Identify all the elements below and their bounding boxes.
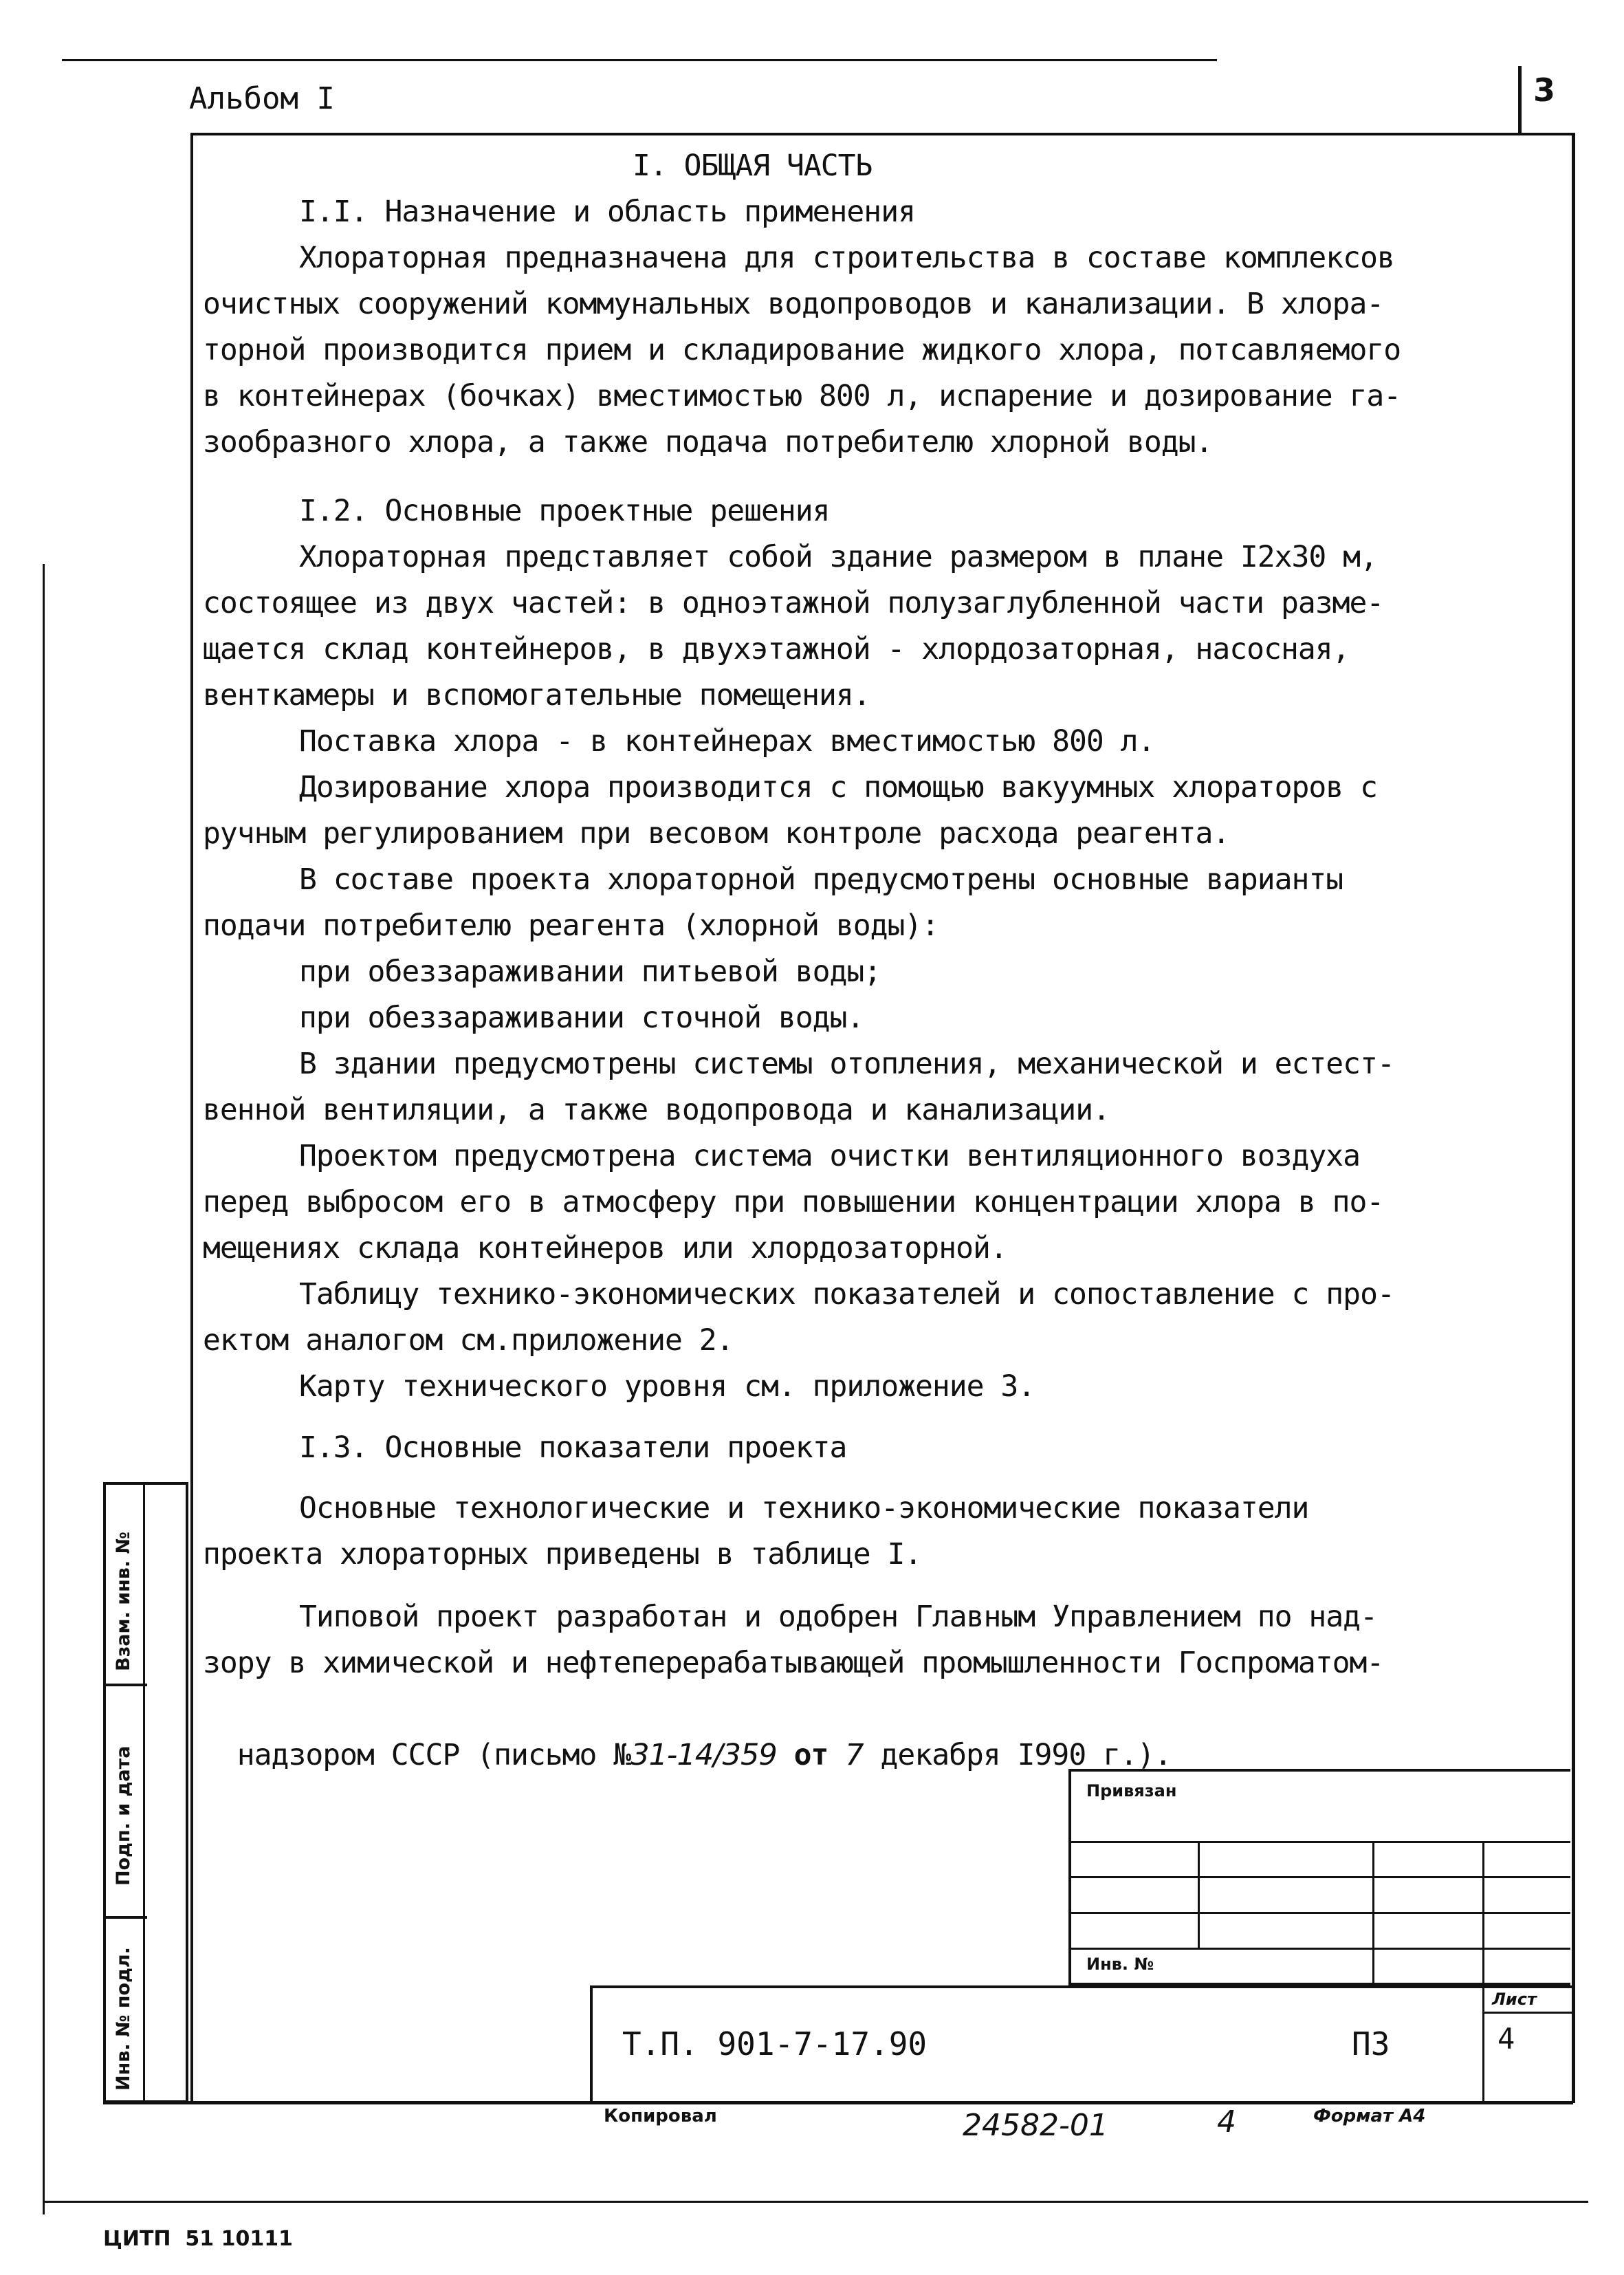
letter-date: декабря I990 г.). xyxy=(880,1738,1172,1772)
stamp-line xyxy=(1068,1948,1570,1950)
stamp-col xyxy=(1372,1841,1374,1985)
strip-row-line xyxy=(103,1916,147,1919)
p6-line: при обеззараживании питьевой воды; xyxy=(299,955,881,989)
p4-line: ручным регулированием при весовом контроле расхода реагента. xyxy=(203,816,1230,851)
page-number: 3 xyxy=(1533,72,1556,109)
letter-day: 7 xyxy=(845,1738,864,1772)
p1-line: в контейнерах (бочках) вместимостью 800 л, испарение и дозирование га- xyxy=(203,379,1401,413)
p10-line: ектом аналогом см.приложение 2. xyxy=(203,1323,734,1358)
top-rule xyxy=(62,59,1217,61)
left-margin-line xyxy=(43,564,45,2214)
p1-line: зообразного хлора, а также подача потребителю хлорной воды. xyxy=(203,425,1213,459)
p9-line: перед выбросом его в атмосферу при повышении концентрации хлора в по- xyxy=(203,1185,1384,1219)
p4-line: Дозирование хлора производится с помощью вакуумных хлораторов с xyxy=(299,770,1377,805)
letter-from: от xyxy=(793,1738,829,1772)
stamp-inv-label: Инв. № xyxy=(1086,1955,1154,1974)
p2-line: состоящее из двух частей: в одноэтажной полузаглубленной части разме- xyxy=(203,586,1384,620)
sheet-label: Лист xyxy=(1492,1990,1537,2009)
document-designation: Т.П. 901-7-17.90 xyxy=(622,2025,928,2062)
p10-line: Таблицу технико-экономических показателей и сопоставление с про- xyxy=(299,1277,1394,1311)
stamp-line xyxy=(1068,1876,1570,1878)
printer-code: ЦИТП 51 10111 xyxy=(103,2227,293,2251)
p12-line: проекта хлораторных приведены в таблице I. xyxy=(203,1537,922,1571)
stamp-col xyxy=(1198,1841,1200,1948)
p5-line: В составе проекта хлораторной предусмотрены основные варианты xyxy=(299,862,1343,897)
p1-line: очистных сооружений коммунальных водопроводов и канализации. В хлора- xyxy=(203,287,1384,321)
subsection-1-3: I.3. Основные показатели проекта xyxy=(299,1430,847,1465)
bottom-rule xyxy=(43,2201,1588,2203)
stamp-line xyxy=(1068,1912,1570,1914)
page-number-bar xyxy=(1518,66,1522,133)
title-block-line xyxy=(1482,2012,1572,2014)
strip-divider xyxy=(143,1482,145,2103)
p8-line: В здании предусмотрены системы отопления, механической и естест- xyxy=(299,1047,1394,1081)
subsection-1-1: I.I. Назначение и область применения xyxy=(299,195,915,229)
strip-row-line xyxy=(103,1684,147,1686)
frame-bottom-line xyxy=(103,2101,1573,2104)
album-label: Альбом I xyxy=(189,81,335,116)
p11-line: Карту технического уровня см. приложение 3. xyxy=(299,1369,1035,1404)
p13-line: зору в химической и нефтеперерабатывающей промышленности Госпроматом- xyxy=(203,1646,1384,1680)
p9-line: мещениях склада контейнеров или хлордозаторной. xyxy=(203,1231,1007,1265)
footer-sheet-number: 4 xyxy=(1217,2104,1236,2140)
p7-line: при обеззараживании сточной воды. xyxy=(299,1001,864,1035)
stamp-privyazan: Привязан xyxy=(1086,1781,1177,1800)
p12-line: Основные технологические и технико-экономические показатели xyxy=(299,1491,1309,1525)
stamp-line xyxy=(1068,1841,1570,1843)
p1-line: Хлораторная предназначена для строительства в составе комплексов xyxy=(299,241,1394,275)
format-label: Формат А4 xyxy=(1313,2106,1426,2126)
letter-number: 31-14/359 xyxy=(630,1738,777,1772)
p2-line: щается склад контейнеров, в двухэтажной - хлордозаторная, насосная, xyxy=(203,632,1350,666)
subsection-1-2: I.2. Основные проектные решения xyxy=(299,494,830,528)
p2-line: венткамеры и вспомогательные помещения. xyxy=(203,678,870,712)
letter-prefix: надзором СССР (письмо № xyxy=(237,1738,631,1772)
copied-label: Копировал xyxy=(604,2106,717,2126)
strip-label-vzam: Взам. инв. № xyxy=(113,1531,134,1671)
p2-line: Хлораторная представляет собой здание размером в плане I2x30 м, xyxy=(299,540,1377,574)
strip-label-podp: Подп. и дата xyxy=(113,1745,134,1886)
strip-label-inv: Инв. № подл. xyxy=(113,1947,134,2091)
document-code: ПЗ xyxy=(1352,2025,1390,2062)
p13-line: Типовой проект разработан и одобрен Главным Управлением по над- xyxy=(299,1600,1377,1634)
sheet-number: 4 xyxy=(1497,2022,1515,2056)
p9-line: Проектом предусмотрена система очистки вентиляционного воздуха xyxy=(299,1139,1361,1173)
p5-line: подачи потребителю реагента (хлорной воды): xyxy=(203,908,939,943)
p13-last-line xyxy=(203,1686,1571,1778)
order-number: 24582-01 xyxy=(963,2108,1108,2143)
section-title: I. ОБЩАЯ ЧАСТЬ xyxy=(633,149,873,183)
p8-line: венной вентиляции, а также водопровода и канализации. xyxy=(203,1093,1110,1127)
p1-line: торной производится прием и складирование жидкого хлора, потсавляемого xyxy=(203,333,1401,367)
p3-line: Поставка хлора - в контейнерах вместимостью 800 л. xyxy=(299,724,1155,759)
